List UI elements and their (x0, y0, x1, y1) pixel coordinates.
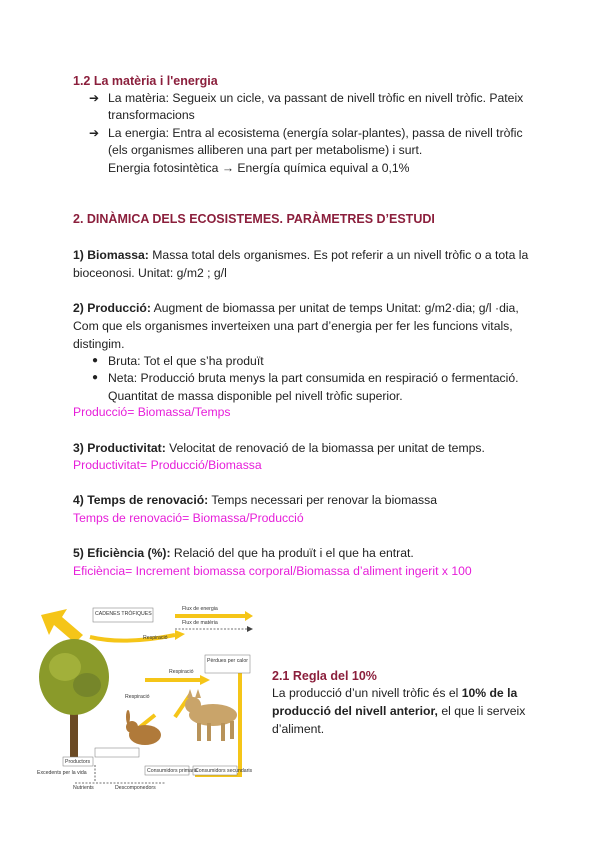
bruta-line: Bruta: Tot el que s’ha produït (108, 354, 264, 368)
section-2-title: 2. DINÀMICA DELS ECOSISTEMES. PARÀMETRES D’ESTUDI (73, 212, 435, 226)
arrow-bullet-icon: ➔ (89, 91, 100, 105)
energy-line-1: La energia: Entra al ecosistema (energía solar-plantes), passa de nivell tròfic (108, 126, 523, 140)
productivitat-formula: Productivitat= Producció/Biomassa (73, 458, 262, 472)
arrow-bullet-icon: ➔ (89, 126, 100, 140)
fig-label-descomponedors: Descomponedors (115, 785, 156, 791)
eficiencia-line (73, 546, 414, 561)
regla-text-1: La producció d’un nivell tròfic és el (272, 686, 462, 700)
biomassa-line-1 (73, 248, 528, 263)
fig-label-consumidors2: Consumidors secundaris (195, 768, 253, 774)
fig-label-cadenes: CADENES TRÒFIQUES (95, 611, 152, 617)
neta-line-2: Quantitat de massa disponible pel nivell tròfic superior. (108, 389, 403, 403)
produccio-line-3: distingim. (73, 337, 125, 351)
fig-label-respiracio-left: Respiració (125, 694, 150, 700)
regla-bold-1: 10% de la (461, 686, 518, 700)
produccio-label: 2) Producció: (73, 301, 151, 315)
regla-text-2: el que li serveix (437, 704, 526, 718)
fig-label-respiracio-mid: Respiració (169, 669, 194, 675)
neta-line-1: Neta: Producció bruta menys la part consumida en respiració o fermentació. (108, 371, 519, 385)
regla-bold-2: producció del nivell anterior, (272, 704, 438, 718)
fig-label-consumidors1: Consumidors primaris (147, 768, 198, 774)
bullet-dot-icon: ● (92, 355, 99, 366)
temps-label: 4) Temps de renovació: (73, 493, 209, 507)
fig-label-nutrients: Nutrients (73, 785, 94, 791)
fig-label-flux-energia: Flux de energia (182, 606, 218, 612)
fig-label-productors: Productors (65, 759, 91, 765)
eficiencia-text: Relació del que ha produït i el que ha entrat. (170, 546, 414, 560)
temps-formula: Temps de renovació= Biomassa/Producció (73, 511, 304, 525)
trophic-chain-figure (35, 605, 265, 790)
regla-line-2 (272, 704, 525, 719)
temps-line (73, 493, 437, 508)
fig-label-perdues: Pèrdues per calor (207, 658, 248, 664)
productivitat-label: 3) Productivitat: (73, 441, 166, 455)
matter-line-1: La matèria: Segueix un cicle, va passant de nivell tròfic en nivell tròfic. Pateix (108, 91, 524, 105)
fig-label-excedents: Excedents per la vida (37, 770, 87, 776)
sun-energy-arrow (41, 609, 83, 643)
eficiencia-formula: Eficiència= Increment biomassa corporal/Biomassa d’aliment ingerit x 100 (73, 564, 472, 578)
biomassa-text: Massa total dels organismes. Es pot referir a un nivell tròfic o a tota la (148, 248, 529, 262)
produccio-line-2: Com que els organismes inverteixen una part d’energia per fer les funcions vitals, (73, 319, 513, 333)
legend-energy-arrow (175, 614, 245, 618)
energy-line-3: Energia fotosintètica → Energía química equival a 0,1% (108, 161, 410, 175)
section-2-1-title: 2.1 Regla del 10% (272, 669, 377, 683)
section-1-2-title: 1.2 La matèria i l'energia (73, 74, 218, 88)
fig-label-flux-materia: Flux de matèria (182, 620, 218, 626)
energy-line-2: (els organismes alliberen una part per metabolisme) i surt. (108, 143, 423, 157)
matter-line-2: transformacions (108, 108, 195, 122)
productivitat-line (73, 441, 485, 456)
biomassa-line-2: bioceonosi. Unitat: g/m2 ; g/l (73, 266, 227, 280)
temps-text: Temps necessari per renovar la biomassa (208, 493, 437, 507)
biomassa-label: 1) Biomassa: (73, 248, 149, 262)
produccio-text: Augment de biomassa per unitat de temps Unitat: g/m2·dia; g/l ·dia, (150, 301, 519, 315)
bullet-dot-icon: ● (92, 372, 99, 383)
produccio-line-1 (73, 301, 519, 316)
fig-label-respiracio-top: Respiració (143, 635, 168, 641)
produccio-formula: Producció= Biomassa/Temps (73, 405, 231, 419)
regla-line-1 (272, 686, 517, 701)
eficiencia-label: 5) Eficiència (%): (73, 546, 171, 560)
regla-line-3: d’aliment. (272, 722, 325, 736)
productivitat-text: Velocitat de renovació de la biomassa per unitat de temps. (165, 441, 485, 455)
